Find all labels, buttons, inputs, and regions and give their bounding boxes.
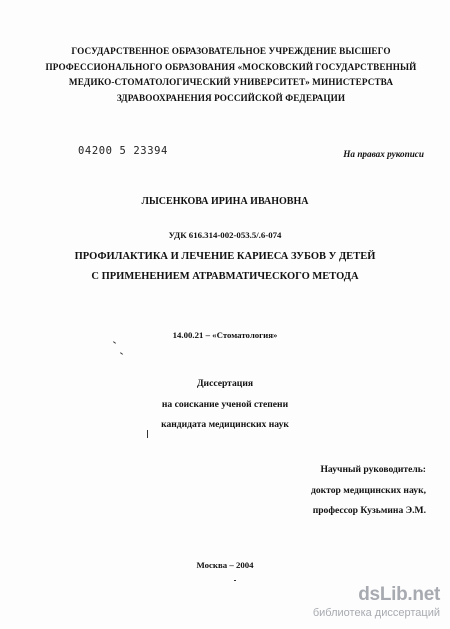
udk-code: УДК 616.314-002-053.5/.6-074 [168, 230, 282, 240]
dslib-logo: dsLib.net [358, 584, 440, 605]
title-line: ПРОФИЛАКТИКА И ЛЕЧЕНИЕ КАРИЕСА ЗУБОВ У ДЕТЕЙ [74, 251, 376, 262]
archive-stamp-number: 04200 5 23394 [78, 145, 168, 157]
degree-line: кандидата медицинских наук [161, 419, 289, 430]
institution-line: ГОСУДАРСТВЕННОЕ ОБРАЗОВАТЕЛЬНОЕ УЧРЕЖДЕНИЕ ВЫСШЕГО [71, 46, 391, 56]
supervisor-line: Научный руководитель: [320, 464, 426, 475]
dissertation-title [0, 247, 450, 287]
supervisor-line: доктор медицинских наук, [311, 484, 426, 496]
dslib-watermark [300, 584, 440, 624]
scan-speck [120, 352, 123, 355]
city-year: Москва – 2004 [196, 560, 254, 570]
supervisor-line: профессор Кузьмина Э.М. [312, 505, 426, 516]
scan-speck [147, 430, 148, 438]
institution-header [40, 44, 422, 106]
specialty-code: 14.00.21 – «Стоматология» [172, 330, 278, 340]
degree-statement [0, 374, 450, 436]
author-name: ЛЫСЕНКОВА ИРИНА ИВАНОВНА [141, 196, 309, 207]
institution-line: ПРОФЕССИОНАЛЬНОГО ОБРАЗОВАНИЯ «МОСКОВСКИЙ ГОСУДАРСТВЕННЫЙ [45, 61, 417, 72]
title-line: С ПРИМЕНЕНИЕМ АТРАВМАТИЧЕСКОГО МЕТОДА [91, 271, 359, 282]
institution-line: МЕДИКО-СТОМАТОЛОГИЧЕСКИЙ УНИВЕРСИТЕТ» МИНИСТЕРСТВА [68, 77, 394, 87]
degree-line: Диссертация [196, 378, 254, 389]
scan-speck [234, 580, 236, 581]
scan-speck [113, 341, 116, 344]
institution-line: ЗДРАВООХРАНЕНИЯ РОССИЙСКОЙ ФЕДЕРАЦИИ [116, 92, 346, 103]
dslib-subtitle: библиотека диссертаций [312, 607, 440, 619]
degree-line: на соискание ученой степени [161, 398, 289, 410]
rights-note: На правах рукописи [343, 149, 424, 159]
supervisor-block [311, 460, 426, 522]
